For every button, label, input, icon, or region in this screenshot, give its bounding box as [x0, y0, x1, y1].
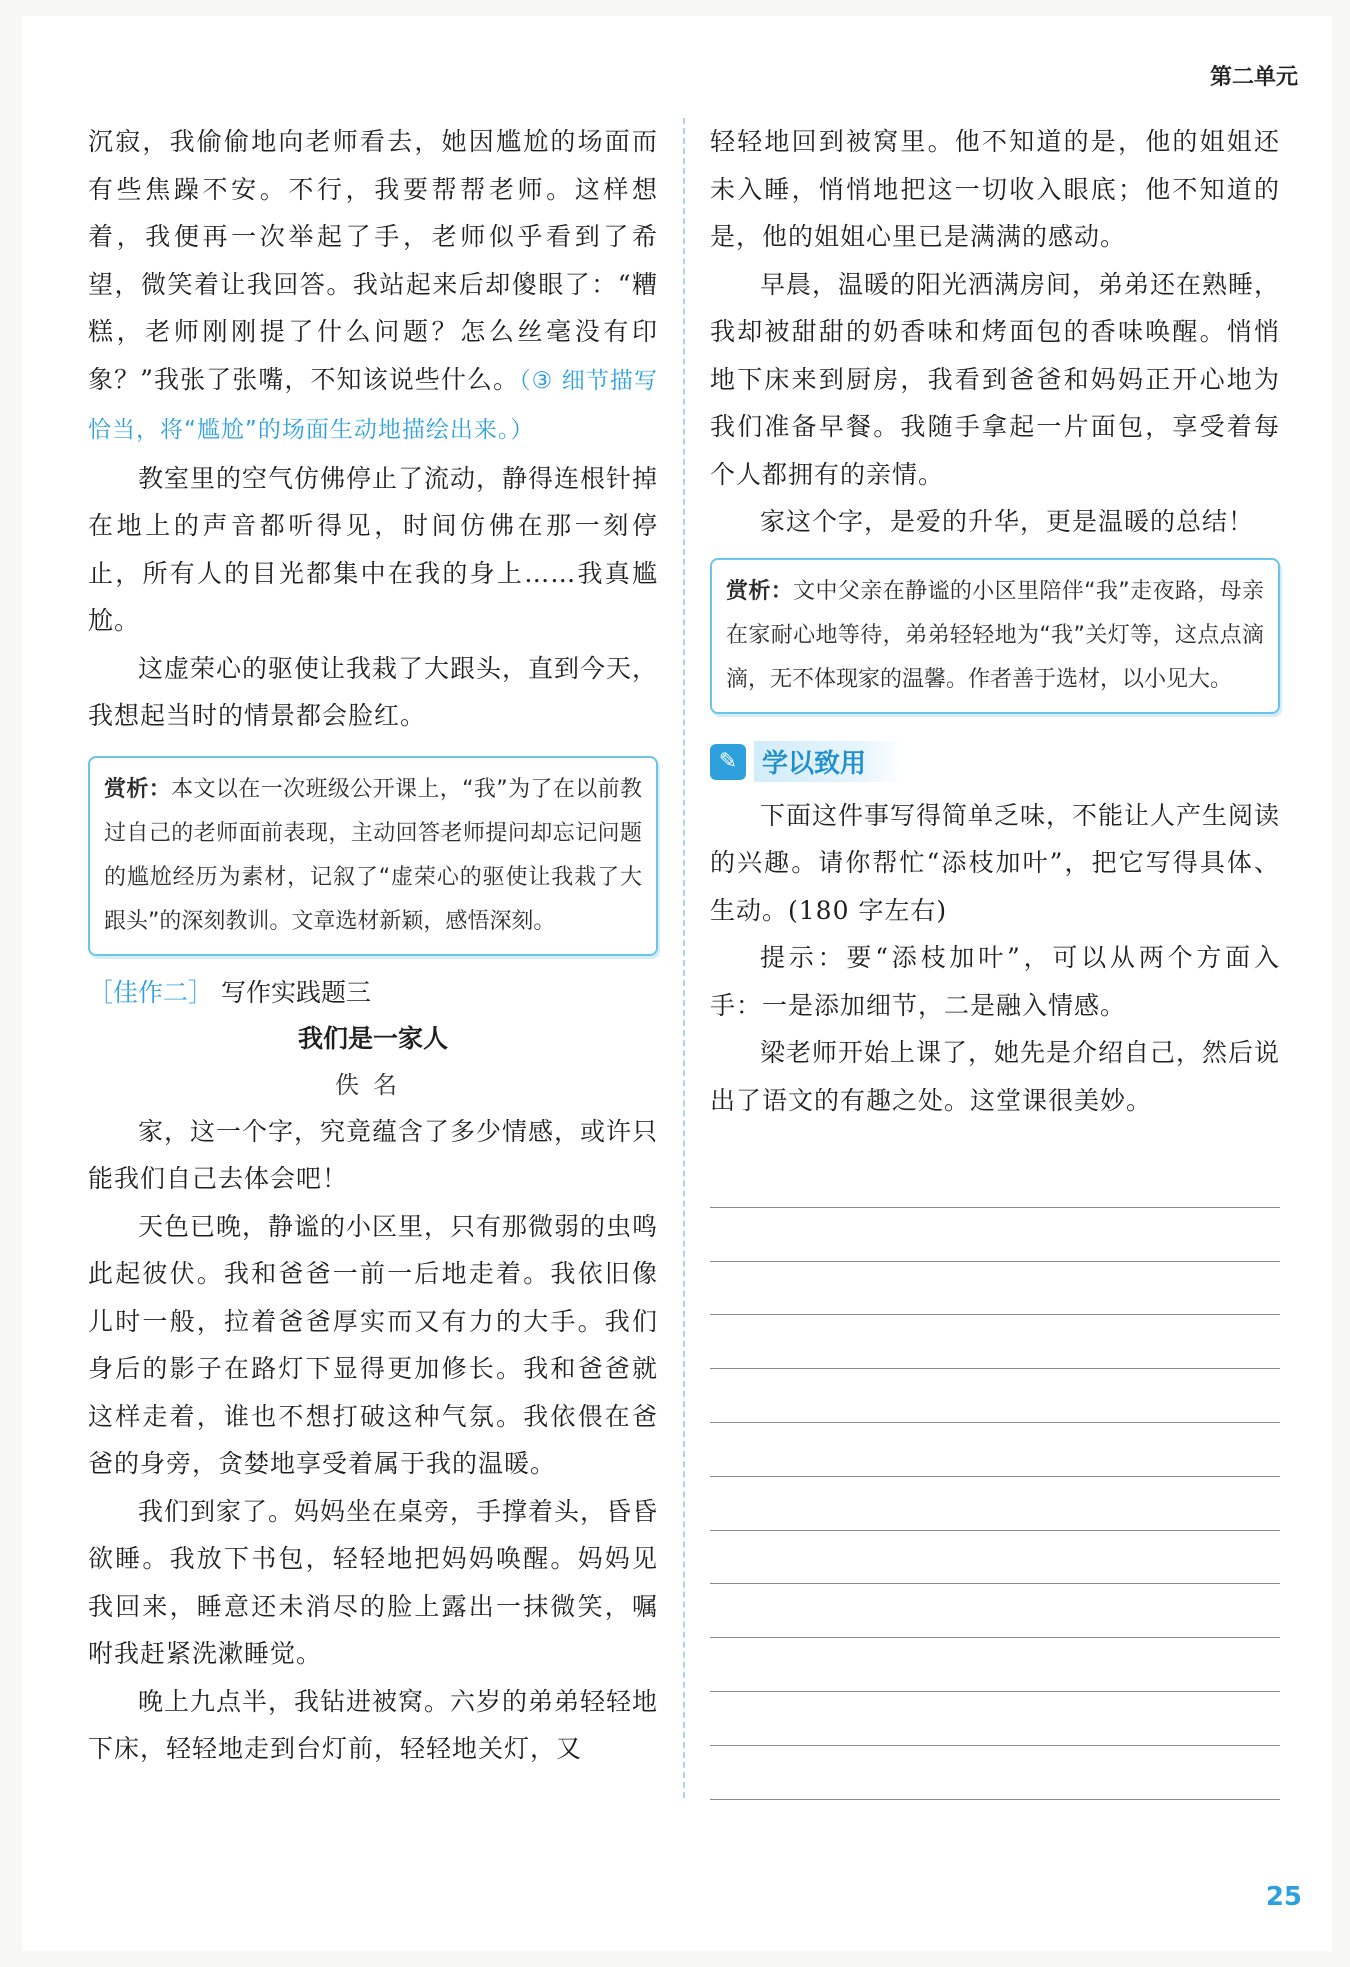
paragraph: 教室里的空气仿佛停止了流动，静得连根针掉在地上的声音都听得见，时间仿佛在那一刻停止，所有人的目光都集中在我的身上……我真尴尬。: [88, 463, 659, 635]
appreciation-label: 赏析：: [104, 776, 172, 802]
section-heading: [88, 970, 658, 1016]
writing-line[interactable]: [710, 1315, 1280, 1369]
page-number: 25: [1265, 1882, 1302, 1912]
column-divider: [683, 118, 685, 1798]
task-paragraph: 下面这件事写得简单乏味，不能让人产生阅读的兴趣。请你帮忙“添枝加叶”，把它写得具体、生动。(180 字左右): [710, 800, 1281, 925]
paragraph-text: 沉寂，我偷偷地向老师看去，她因尴尬的场面而有些焦躁不安。不行，我要帮帮老师。这样想着，我便再一次举起了手，老师似乎看到了希望，微笑着让我回答。我站起来后却傻眼了：“糟糕，老师刚刚提了什么问题？怎么丝毫没有印象？”我张了张嘴，不知该说些什么。: [88, 127, 658, 394]
paragraph: 家这个字，是爱的升华，更是温暖的总结！: [760, 507, 1255, 536]
writing-line[interactable]: [710, 1584, 1280, 1638]
appreciation-text: 本文以在一次班级公开课上，“我”为了在以前教过自己的老师面前表现，主动回答老师提问却忘记问题的尴尬经历为素材，记叙了“虚荣心的驱使让我栽了大跟头”的深刻教训。文章选材新颖，感悟深刻。: [104, 776, 642, 934]
appreciation-text: 文中父亲在静谧的小区里陪伴“我”走夜路，母亲在家耐心地等待，弟弟轻轻地为“我”关灯等，这点点滴滴，无不体现家的温馨。作者善于选材，以小见大。: [726, 578, 1264, 692]
pencil-icon: ✎: [710, 744, 746, 780]
paragraph: 早晨，温暖的阳光洒满房间，弟弟还在熟睡，我却被甜甜的奶香味和烤面包的香味唤醒。悄悄地下床来到厨房，我看到爸爸和妈妈正开心地为我们准备早餐。我随手拿起一片面包，享受着每个人都拥有的亲情。: [710, 269, 1281, 489]
paragraph: 这虚荣心的驱使让我栽了大跟头，直到今天，我想起当时的情景都会脸红。: [88, 653, 659, 730]
paragraph: 轻轻地回到被窝里。他不知道的是，他的姐姐还未入睡，悄悄地把这一切收入眼底；他不知道的是，他的姐姐心里已是满满的感动。: [710, 127, 1280, 251]
appreciation-box: [710, 558, 1280, 714]
apply-title: 学以致用: [754, 741, 906, 782]
writing-line[interactable]: [710, 1423, 1280, 1477]
writing-line[interactable]: [710, 1208, 1280, 1262]
writing-line[interactable]: [710, 1154, 1280, 1208]
appreciation-box: [88, 756, 658, 956]
essay-title: 我们是一家人: [297, 1023, 448, 1053]
section-tag: ［佳作二］: [88, 977, 214, 1007]
writing-line[interactable]: [710, 1746, 1280, 1800]
left-column: [88, 118, 658, 1773]
paragraph: 家，这一个字，究竟蕴含了多少情感，或许只能我们自己去体会吧！: [88, 1116, 659, 1193]
paragraph: 我们到家了。妈妈坐在桌旁，手撑着头，昏昏欲睡。我放下书包，轻轻地把妈妈唤醒。妈妈见我回来，睡意还未消尽的脸上露出一抹微笑，嘱咐我赶紧洗漱睡觉。: [88, 1496, 659, 1668]
essay-author: 佚名: [335, 1070, 411, 1099]
writing-line[interactable]: [710, 1531, 1280, 1585]
writing-line[interactable]: [710, 1638, 1280, 1692]
apply-section-header: [710, 740, 1280, 784]
section-label: 写作实践题三: [220, 977, 371, 1007]
unit-header: 第二单元: [1209, 65, 1298, 90]
paragraph: 晚上九点半，我钻进被窝。六岁的弟弟轻轻地下床，轻轻地走到台灯前，轻轻地关灯，又: [88, 1686, 659, 1763]
writing-line[interactable]: [710, 1692, 1280, 1746]
right-column: [710, 118, 1280, 1800]
writing-line[interactable]: [710, 1477, 1280, 1531]
writing-line[interactable]: [710, 1262, 1280, 1316]
task-hint: 提示：要“添枝加叶”，可以从两个方面入手：一是添加细节，二是融入情感。: [710, 943, 1280, 1020]
appreciation-label: 赏析：: [726, 578, 794, 604]
paragraph: 天色已晚，静谧的小区里，只有那微弱的虫鸣此起彼伏。我和爸爸一前一后地走着。我依旧像儿时一般，拉着爸爸厚实而又有力的大手。我们身后的影子在路灯下显得更加修长。我和爸爸就这样走着，谁也不想打破这种气氛。我依偎在爸爸的身旁，贪婪地享受着属于我的温暖。: [88, 1211, 659, 1478]
writing-lines: [710, 1154, 1280, 1800]
writing-line[interactable]: [710, 1369, 1280, 1423]
paragraph: [88, 118, 658, 455]
annotation-note: （③ 细节描写恰当，将“尴尬”的场面生动地描绘出来。）: [88, 367, 658, 443]
task-prompt: 梁老师开始上课了，她先是介绍自己，然后说出了语文的有趣之处。这堂课很美妙。: [710, 1038, 1281, 1115]
